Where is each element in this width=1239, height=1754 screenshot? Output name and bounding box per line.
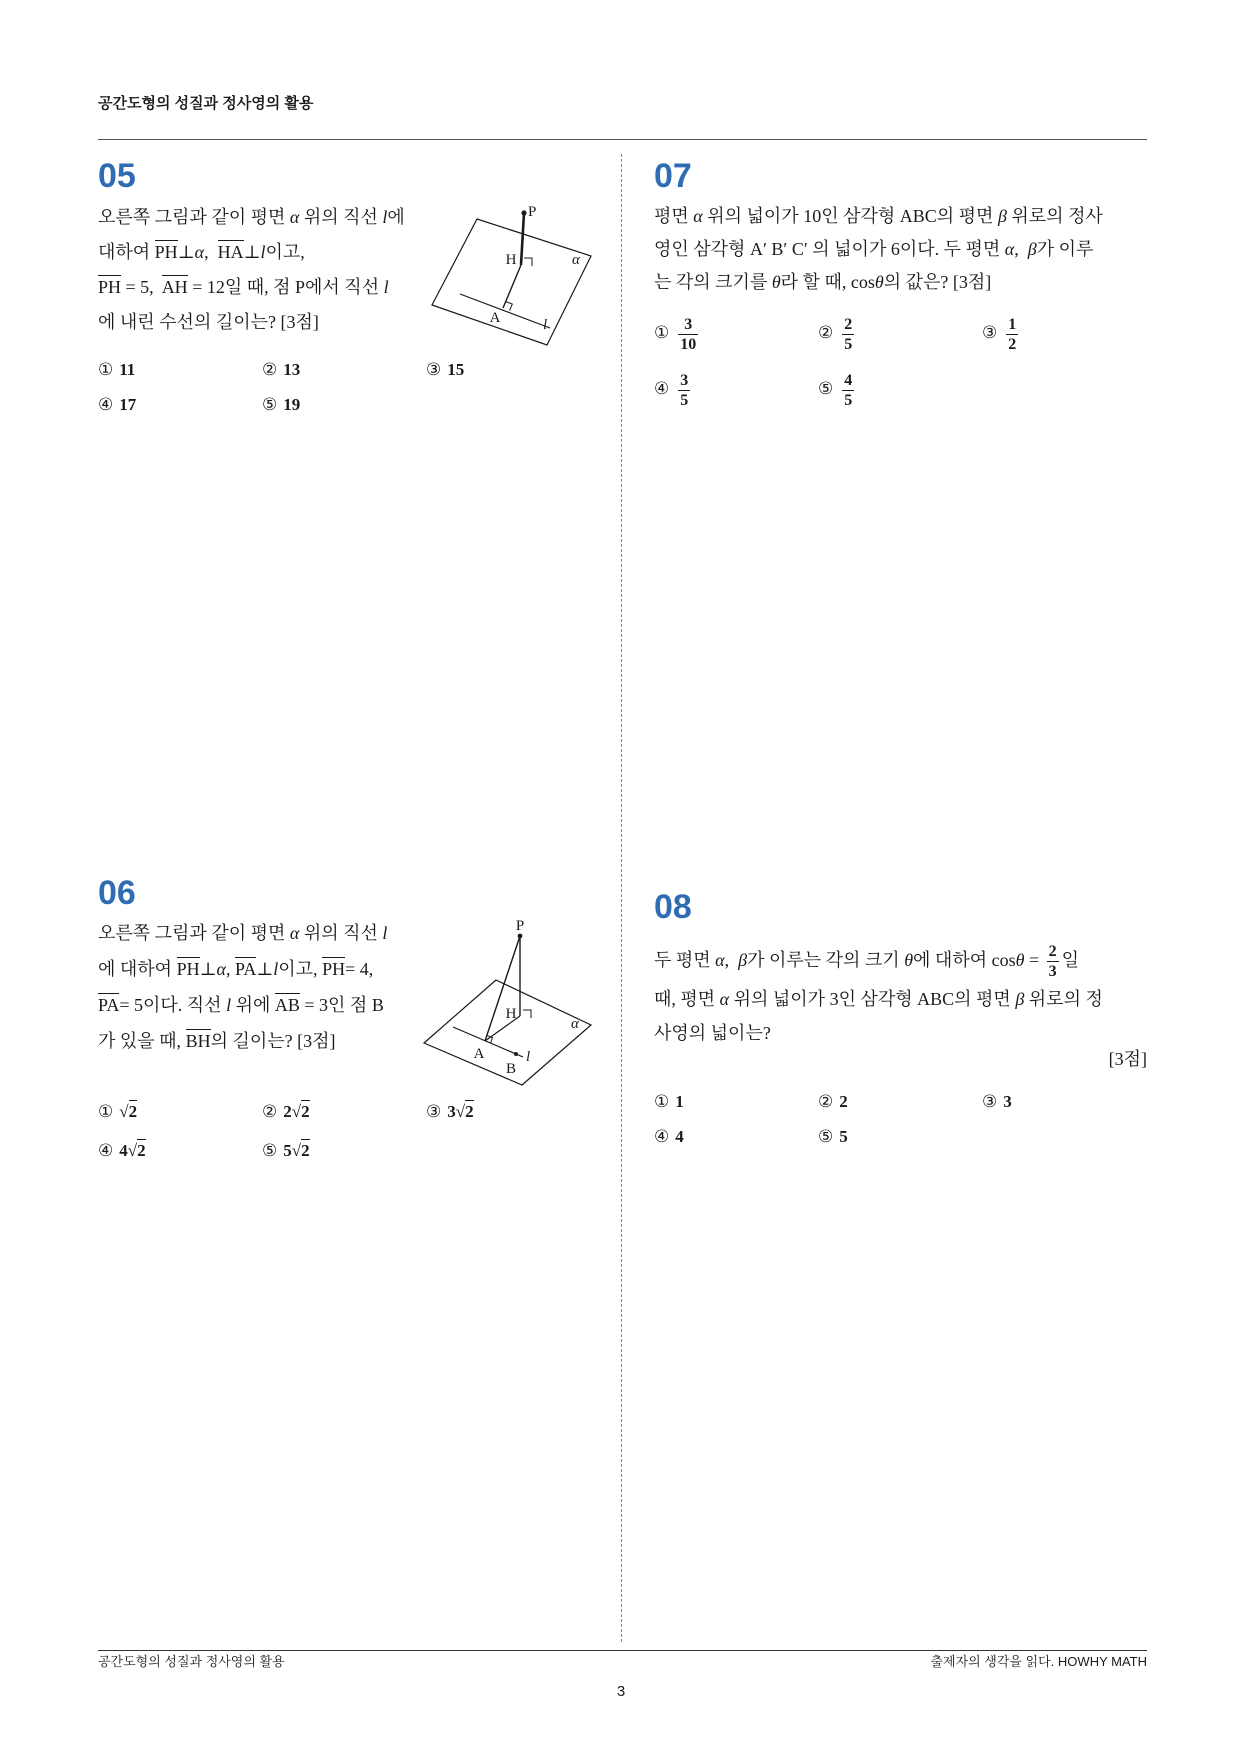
problem-text-line: [98, 951, 387, 987]
choice-number: ②: [262, 1102, 278, 1121]
answer-choice-2: [262, 352, 426, 387]
math-roman: ,: [225, 959, 235, 979]
math-roman: ⊥: [243, 242, 261, 262]
fraction-denominator: 5: [844, 391, 853, 409]
right-angle-mark-a: [506, 302, 513, 311]
choice-value: [1003, 1092, 1012, 1111]
math-italic-symbol: l: [382, 207, 388, 227]
fraction: [678, 315, 698, 354]
math-roman: √: [119, 1102, 129, 1121]
text-run: 영인 삼각형: [654, 239, 750, 259]
math-italic-symbol: α: [289, 923, 300, 943]
label-a: A: [473, 1046, 485, 1062]
segment-ph: [521, 213, 524, 265]
label-alpha: α: [571, 1016, 579, 1032]
problem-05-number: 05: [98, 157, 136, 195]
text-run: 이고,: [278, 959, 323, 979]
label-l: l: [543, 317, 548, 333]
fraction-numerator: 3: [678, 315, 698, 335]
text-run: 의 평면: [954, 989, 1016, 1009]
choice-value: [839, 1127, 848, 1146]
math-italic-symbol: l: [260, 242, 266, 262]
right-angle-mark-h: [523, 1010, 531, 1018]
fraction-denominator: 2: [1008, 335, 1017, 353]
text-run: 위의 직선: [299, 923, 383, 943]
choice-number: ⑤: [818, 1127, 834, 1146]
overlined-segment: BH: [185, 1031, 211, 1051]
math-roman: 10: [803, 206, 822, 226]
math-roman: = 12: [187, 277, 225, 297]
text-run: 인 점: [328, 995, 372, 1015]
math-roman: 5: [839, 1127, 848, 1146]
overlined-segment: 2: [301, 1141, 310, 1160]
page-number: 3: [616, 1683, 626, 1700]
label-h: H: [505, 252, 517, 268]
problem-text-line: [98, 915, 387, 951]
header-rule: [98, 139, 1147, 140]
math-roman: 5: [283, 1141, 292, 1160]
math-roman: ,: [724, 950, 739, 970]
choice-number: ②: [262, 360, 278, 379]
problem-text-line: [654, 982, 1103, 1016]
answer-choice-1: [654, 1084, 818, 1119]
math-italic-symbol: β: [1027, 239, 1037, 259]
fraction-denominator: 5: [844, 335, 853, 353]
problem-text-line: [98, 1023, 387, 1059]
math-roman: = 5,: [121, 277, 162, 297]
math-roman: √: [291, 1102, 302, 1121]
text-run: 위로의 정: [1024, 989, 1103, 1009]
text-run: 인 삼각형: [838, 989, 918, 1009]
math-italic-symbol: β: [997, 206, 1007, 226]
choice-value: [675, 1127, 684, 1146]
text-run: 의 평면: [936, 206, 998, 226]
choice-number: ①: [654, 1092, 670, 1111]
choice-number: ⑤: [818, 379, 834, 398]
math-italic-symbol: θ: [904, 950, 914, 970]
overlined-segment: 2: [465, 1102, 474, 1121]
text-run: 이고,: [265, 242, 305, 262]
fraction-denominator: 5: [680, 391, 689, 409]
choice-number: ⑤: [262, 1141, 278, 1160]
math-italic-symbol: α: [194, 242, 205, 262]
problem-text-line: [654, 266, 1103, 299]
label-l: l: [526, 1049, 531, 1065]
problem-07-text: [654, 200, 1103, 299]
math-italic-symbol: l: [383, 277, 389, 297]
choice-value: [283, 395, 300, 414]
choice-value: [839, 371, 857, 409]
problem-08-text: [654, 938, 1103, 1050]
text-run: 에 내린 수선의 길이는? [3점]: [98, 312, 319, 332]
text-run: 오른쪽 그림과 같이 평면: [98, 923, 290, 943]
label-b: B: [505, 1061, 517, 1077]
math-roman: √: [455, 1102, 466, 1121]
point-p-dot: [521, 210, 526, 215]
math-roman: =: [1024, 950, 1044, 970]
problem-08-number: 08: [654, 888, 692, 926]
choice-value: [283, 360, 300, 379]
fraction-numerator: 4: [844, 371, 853, 389]
math-italic-symbol: α: [715, 950, 725, 970]
text-run: 이다. 직선: [143, 995, 227, 1015]
math-italic-symbol: α: [719, 989, 730, 1009]
math-italic-symbol: α: [693, 206, 703, 226]
answer-choice-1: [98, 352, 262, 387]
math-roman: B: [371, 995, 384, 1015]
label-a: A: [489, 310, 501, 326]
fraction-numerator: 3: [680, 371, 689, 389]
math-italic-symbol: α: [1004, 239, 1015, 259]
choice-value: [675, 315, 701, 353]
problem-07-choices: [654, 305, 1146, 417]
choice-value: [119, 360, 135, 379]
column-divider: [621, 154, 622, 1642]
answer-choice-5: [262, 1131, 426, 1170]
choice-value: [1003, 315, 1021, 353]
answer-choice-3: [982, 1084, 1146, 1119]
answer-choice-5: [262, 387, 426, 422]
math-italic-symbol: θ: [1015, 950, 1025, 970]
text-run: 위의 넓이가: [729, 989, 830, 1009]
text-run: 사영의 넓이는?: [654, 1023, 771, 1043]
problem-05-choices: [98, 352, 590, 422]
choice-value: [283, 1100, 309, 1121]
text-run: 일: [1061, 950, 1079, 970]
answer-choice-1: [98, 1092, 262, 1131]
problem-06-text: [98, 915, 387, 1059]
math-roman: A′ B′ C′: [749, 239, 808, 259]
fraction-denominator: 3: [1048, 963, 1057, 981]
math-roman: ⊥: [256, 959, 274, 979]
math-italic-symbol: l: [273, 959, 279, 979]
label-p: P: [515, 918, 525, 934]
text-run: 때, 평면: [654, 989, 720, 1009]
choice-value: [675, 371, 693, 409]
footer-title: 공간도형의 성질과 정사영의 활용: [98, 1654, 285, 1669]
choice-number: ①: [654, 323, 670, 342]
overlined-segment: 2: [137, 1141, 146, 1160]
choice-value: [283, 1139, 309, 1160]
text-run: 평면: [654, 206, 694, 226]
problem-text-line: [98, 235, 405, 270]
choice-number: ⑤: [262, 395, 278, 414]
math-roman: 4: [119, 1141, 128, 1160]
problem-05-figure: [425, 200, 605, 355]
answer-choice-2: [262, 1092, 426, 1131]
answer-choice-1: [654, 305, 818, 361]
overlined-segment: AB: [274, 995, 300, 1015]
math-italic-symbol: θ: [874, 272, 884, 292]
point-p-dot: [518, 934, 523, 939]
text-run: 는 각의 크기를: [654, 272, 772, 292]
math-roman: 1: [675, 1092, 684, 1111]
math-roman: 3: [1003, 1092, 1012, 1111]
label-h: H: [505, 1006, 517, 1022]
choice-value: [447, 360, 464, 379]
problem-08-choices: [654, 1084, 1146, 1154]
math-italic-symbol: θ: [771, 272, 781, 292]
math-roman: 17: [119, 395, 137, 414]
answer-choice-5: [818, 361, 982, 417]
text-run: 에 대하여: [98, 959, 177, 979]
text-run: 대하여: [98, 242, 155, 262]
text-run: 일 때, 점: [224, 277, 296, 297]
overlined-segment: 2: [301, 1102, 310, 1121]
text-run: 위로의 정사: [1006, 206, 1103, 226]
plane-alpha-shape: [432, 219, 591, 345]
problem-text-line: [98, 270, 405, 305]
choice-value: [119, 1139, 145, 1160]
choice-number: ①: [98, 1102, 114, 1121]
fraction-numerator: 2: [1048, 943, 1057, 961]
math-roman: ⊥: [199, 959, 217, 979]
overlined-segment: AH: [161, 277, 188, 297]
choice-value: [447, 1100, 473, 1121]
problem-text-line: [98, 305, 405, 340]
text-run: 이다. 두 평면: [899, 239, 1005, 259]
fraction: [1047, 942, 1059, 981]
overlined-segment: PA: [98, 995, 120, 1015]
three-perpendiculars-diagram: [420, 918, 600, 1093]
choice-value: [839, 1092, 848, 1111]
right-angle-mark-h: [524, 258, 532, 266]
math-italic-symbol: β: [1015, 989, 1025, 1009]
choice-number: ③: [982, 1092, 998, 1111]
math-roman: 2: [839, 1092, 848, 1111]
answer-choice-5: [818, 1119, 982, 1154]
problem-05-text: [98, 200, 405, 340]
text-run: 에서 직선: [305, 277, 384, 297]
text-run: 위에: [231, 995, 275, 1015]
choice-number: ③: [982, 323, 998, 342]
choice-value: [119, 395, 136, 414]
running-header-title: 공간도형의 성질과 정사영의 활용: [98, 95, 314, 112]
math-roman: = 4,: [345, 959, 374, 979]
text-run: 가 이루: [1036, 239, 1094, 259]
overlined-segment: PA: [234, 959, 257, 979]
math-roman: cos: [850, 272, 875, 292]
math-roman: = 3: [299, 995, 329, 1015]
problem-06-figure: [420, 918, 600, 1093]
text-run: 라 할 때,: [780, 272, 851, 292]
problem-text-line: [98, 200, 405, 235]
math-roman: 4: [675, 1127, 684, 1146]
text-run: 의 길이는? [3점]: [210, 1031, 336, 1051]
answer-choice-4: [654, 361, 818, 417]
math-roman: 19: [283, 395, 301, 414]
math-roman: = 5: [119, 995, 144, 1015]
choice-number: ②: [818, 1092, 834, 1111]
choice-value: [839, 315, 857, 353]
fraction: [1006, 315, 1018, 354]
math-roman: 3: [829, 989, 839, 1009]
answer-choice-3: [426, 1092, 590, 1131]
text-run: 위의 직선: [299, 207, 383, 227]
fraction: [842, 371, 854, 410]
segment-ha: [503, 265, 521, 308]
answer-choice-4: [98, 387, 262, 422]
overlined-segment: PH: [176, 959, 200, 979]
label-alpha: α: [572, 252, 580, 268]
text-run: 가 있을 때,: [98, 1031, 186, 1051]
choice-number: ④: [654, 379, 670, 398]
text-run: 오른쪽 그림과 같이 평면: [98, 207, 290, 227]
problem-07-number: 07: [654, 157, 692, 195]
fraction: [678, 371, 690, 410]
math-italic-symbol: l: [382, 923, 388, 943]
fraction-numerator: 1: [1008, 315, 1017, 333]
overlined-segment: PH: [322, 959, 346, 979]
text-run: 의 값은? [3점]: [883, 272, 992, 292]
math-italic-symbol: l: [226, 995, 232, 1015]
math-roman: ABC: [899, 206, 937, 226]
choice-number: ③: [426, 1102, 442, 1121]
choice-number: ①: [98, 360, 114, 379]
footer-brand: 출제자의 생각을 읽다. HOWHY MATH: [930, 1654, 1147, 1669]
choice-number: ④: [654, 1127, 670, 1146]
choice-number: ③: [426, 360, 442, 379]
math-italic-symbol: α: [289, 207, 300, 227]
overlined-segment: HA: [217, 242, 244, 262]
answer-choice-3: [426, 352, 590, 387]
text-run: 의 넓이가: [807, 239, 891, 259]
math-roman: √: [127, 1141, 138, 1160]
math-roman: 2: [283, 1102, 292, 1121]
math-roman: ABC: [917, 989, 955, 1009]
math-roman: cos: [991, 950, 1016, 970]
math-roman: ,: [204, 242, 218, 262]
overlined-segment: PH: [98, 277, 122, 297]
math-roman: ,: [1014, 239, 1028, 259]
answer-choice-4: [98, 1131, 262, 1170]
choice-value: [675, 1092, 684, 1111]
text-run: 에: [387, 207, 405, 227]
fraction-denominator: 10: [680, 335, 697, 353]
problem-06-choices: [98, 1092, 590, 1170]
problem-06-number: 06: [98, 874, 136, 912]
text-run: 위의 넓이가: [702, 206, 804, 226]
problem-08-score: [3점]: [1108, 1049, 1147, 1069]
math-roman: P: [295, 277, 306, 297]
choice-number: ④: [98, 395, 114, 414]
math-roman: √: [291, 1141, 302, 1160]
math-roman: ⊥: [177, 242, 195, 262]
math-roman: 11: [119, 360, 136, 379]
problem-text-line: [98, 987, 387, 1023]
choice-number: ④: [98, 1141, 114, 1160]
choice-value: [119, 1100, 137, 1121]
footer-rule: [98, 1650, 1147, 1651]
fraction-numerator: 2: [844, 315, 853, 333]
math-italic-symbol: α: [216, 959, 226, 979]
text-run: 에 대하여: [913, 950, 992, 970]
math-roman: 13: [283, 360, 301, 379]
problem-text-line: [654, 938, 1103, 982]
problem-text-line: [654, 200, 1103, 233]
text-run: 인 삼각형: [821, 206, 900, 226]
answer-choice-2: [818, 305, 982, 361]
point-b-dot: [514, 1052, 518, 1056]
answer-choice-4: [654, 1119, 818, 1154]
text-run: 가 이루는 각의 크기: [747, 950, 905, 970]
answer-choice-2: [818, 1084, 982, 1119]
answer-choice-3: [982, 305, 1146, 361]
math-italic-symbol: β: [738, 950, 748, 970]
line-l: [460, 294, 550, 328]
text-run: 두 평면: [654, 950, 716, 970]
math-roman: 3: [447, 1102, 456, 1121]
overlined-segment: PH: [154, 242, 178, 262]
overlined-segment: 2: [128, 1102, 138, 1121]
fraction: [842, 315, 854, 354]
label-p: P: [528, 204, 537, 220]
math-roman: 6: [890, 239, 900, 259]
math-roman: 15: [447, 360, 465, 379]
problem-text-line: [654, 233, 1103, 266]
choice-number: ②: [818, 323, 834, 342]
plane-perpendicular-diagram: [425, 200, 605, 355]
